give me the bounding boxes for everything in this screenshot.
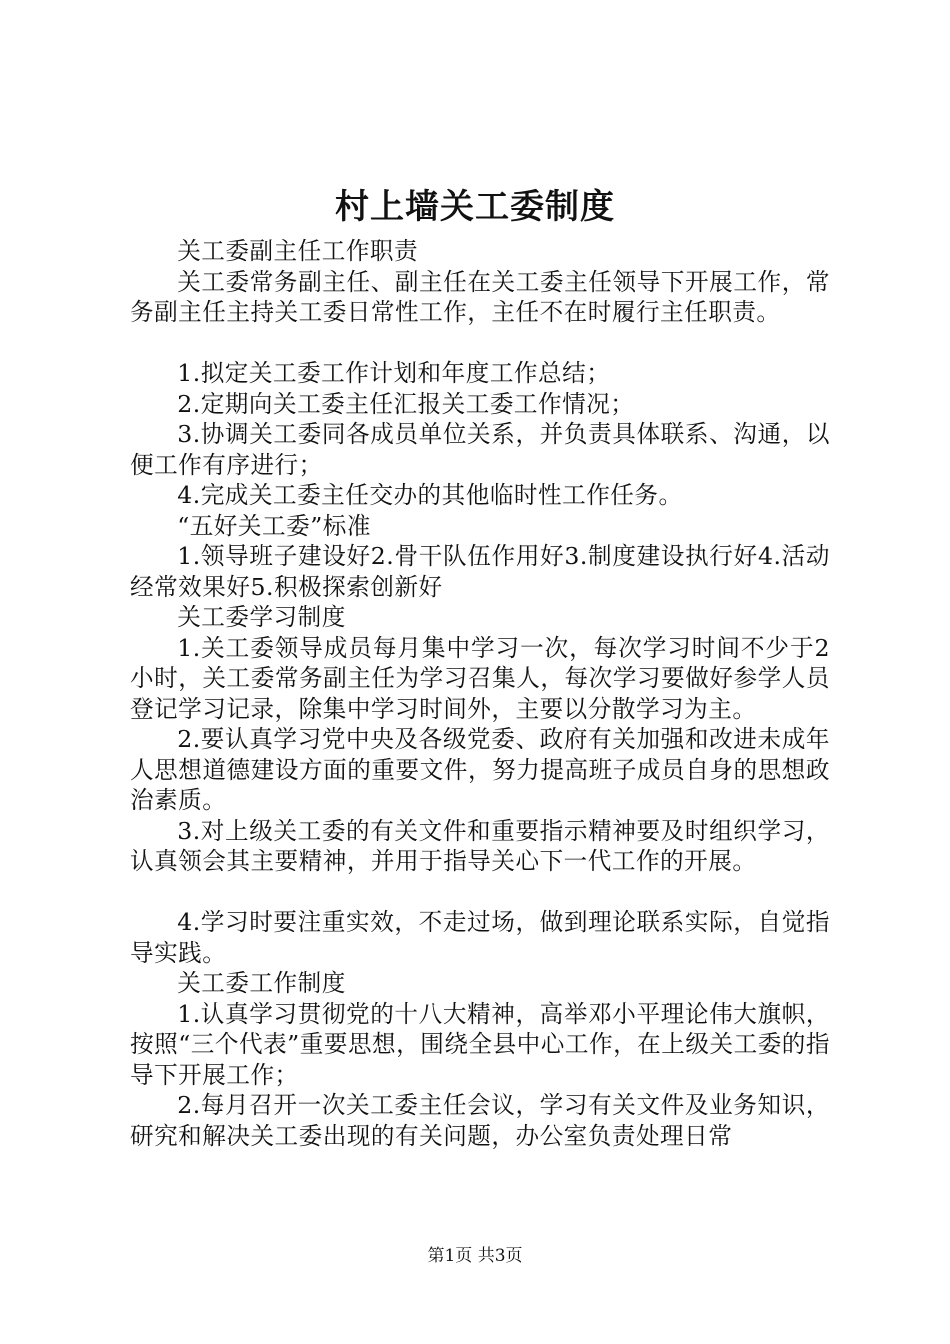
paragraph: 2.每月召开一次关工委主任会议，学习有关文件及业务知识，研究和解决关工委出现的有关问题，办公室负责处理日常 bbox=[130, 1091, 830, 1150]
paragraph-heading-work-system: 关工委工作制度 bbox=[177, 969, 346, 997]
document-title: 村上墙关工委制度 bbox=[335, 187, 615, 227]
page-number: 第1页 共3页 bbox=[427, 1246, 523, 1266]
paragraph: 3.协调关工委同各成员单位关系，并负责具体联系、沟通，以便工作有序进行； bbox=[130, 420, 830, 479]
paragraph: 1.认真学习贯彻党的十八大精神，高举邓小平理论伟大旗帜，按照“三个代表”重要思想，围绕全县中心工作，在上级关工委的指导下开展工作； bbox=[130, 999, 830, 1089]
paragraph: 1.关工委领导成员每月集中学习一次，每次学习时间不少于2小时，关工委常务副主任为学习召集人，每次学习要做好参学人员登记学习记录，除集中学习时间外，主要以分散学习为主。 bbox=[130, 633, 830, 723]
paragraph: 1.领导班子建设好2.骨干队伍作用好3.制度建设执行好4.活动经常效果好5.积极探索创新好 bbox=[130, 542, 830, 601]
paragraph: 1.拟定关工委工作计划和年度工作总结； bbox=[177, 359, 611, 387]
paragraph-heading-study-system: 关工委学习制度 bbox=[177, 603, 346, 631]
paragraph: 3.对上级关工委的有关文件和重要指示精神要及时组织学习，认真领会其主要精神，并用于指导关心下一代工作的开展。 bbox=[130, 816, 830, 875]
paragraph: 2.要认真学习党中央及各级党委、政府有关加强和改进未成年人思想道德建设方面的重要文件，努力提高班子成员自身的思想政治素质。 bbox=[130, 725, 830, 814]
document-body bbox=[130, 236, 830, 1151]
paragraph-heading-five-good-standard: “五好关工委”标准 bbox=[177, 511, 371, 540]
paragraph: 2.定期向关工委主任汇报关工委工作情况； bbox=[177, 389, 635, 418]
paragraph-heading-vice-director-duties: 关工委副主任工作职责 bbox=[177, 237, 419, 265]
paragraph: 关工委常务副主任、副主任在关工委主任领导下开展工作，常务副主任主持关工委日常性工作，主任不在时履行主任职责。 bbox=[130, 267, 830, 326]
paragraph: 4.完成关工委主任交办的其他临时性工作任务。 bbox=[177, 481, 683, 509]
paragraph: 4.学习时要注重实效，不走过场，做到理论联系实际，自觉指导实践。 bbox=[130, 908, 830, 967]
